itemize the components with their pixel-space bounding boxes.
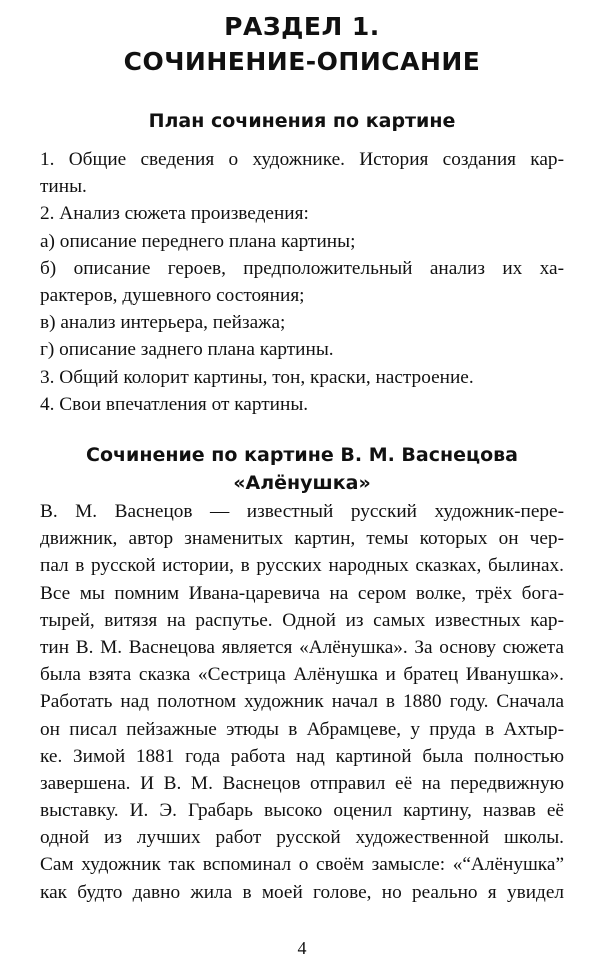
plan-list: [40, 146, 564, 418]
essay-line: тин В. М. Васнецова является «Алёнушка». За основу сюжета: [40, 636, 564, 658]
plan-line: 4. Свои впечатления от картины.: [40, 393, 309, 415]
essay-line: выставку. И. Э. Грабарь высоко оценил картину, назвав её: [40, 800, 564, 822]
plan-line: рактеров, душевного состояния;: [40, 284, 305, 306]
essay-line: движник, автор знаменитых картин, темы которых он чер-: [40, 528, 564, 550]
plan-line: а) описание переднего плана картины;: [40, 230, 356, 252]
plan-line: в) анализ интерьера, пейзажа;: [40, 312, 286, 334]
essay-paragraph: [40, 498, 564, 906]
essay-line: Сам художник так вспоминал о своём замысле: «“Алёнушка”: [40, 854, 564, 876]
essay-line: одной из лучших работ русской художественной школы.: [40, 827, 564, 849]
plan-line: г) описание заднего плана картины.: [40, 339, 334, 361]
essay-line: Все мы помним Ивана-царевича на сером волке, трёх бога-: [40, 582, 564, 604]
essay-line: В. М. Васнецов — известный русский художник-пере-: [40, 501, 564, 522]
plan-line: 3. Общий колорит картины, тон, краски, настроение.: [40, 366, 474, 388]
plan-heading: План сочинения по картине: [148, 110, 456, 132]
page-number: 4: [297, 938, 307, 958]
essay-line: ке. Зимой 1881 года работа над картиной была полностью: [40, 745, 564, 767]
plan-line: 1. Общие сведения о художнике. История создания кар-: [40, 149, 564, 170]
section-title-line2: СОЧИНЕНИЕ-ОПИСАНИЕ: [123, 47, 481, 76]
essay-line: пал в русской истории, в русских народных сказках, былинах.: [40, 555, 564, 577]
plan-line: б) описание героев, предположительный анализ их ха-: [40, 257, 564, 279]
section-title-line1: РАЗДЕЛ 1.: [224, 12, 380, 41]
essay-heading-line2: «Алёнушка»: [233, 472, 371, 494]
essay-line: была взята сказка «Сестрица Алёнушка и братец Иванушка».: [40, 664, 564, 686]
essay-line: как будто давно жила в моей голове, но реально я увидел: [40, 881, 564, 903]
plan-line: 2. Анализ сюжета произведения:: [40, 203, 309, 225]
essay-heading-line1: Сочинение по картине В. М. Васнецова: [86, 444, 518, 466]
essay-line: он писал пейзажные этюды в Абрамцеве, у пруда в Ахтыр-: [40, 718, 564, 740]
plan-line: тины.: [40, 176, 87, 198]
book-page: [40, 0, 564, 971]
essay-line: завершена. И В. М. Васнецов отправил её на передвижную: [40, 772, 564, 794]
essay-line: тырей, витязя на распутье. Одной из самых известных кар-: [40, 609, 564, 631]
essay-line: Работать над полотном художник начал в 1880 году. Сначала: [40, 691, 564, 713]
